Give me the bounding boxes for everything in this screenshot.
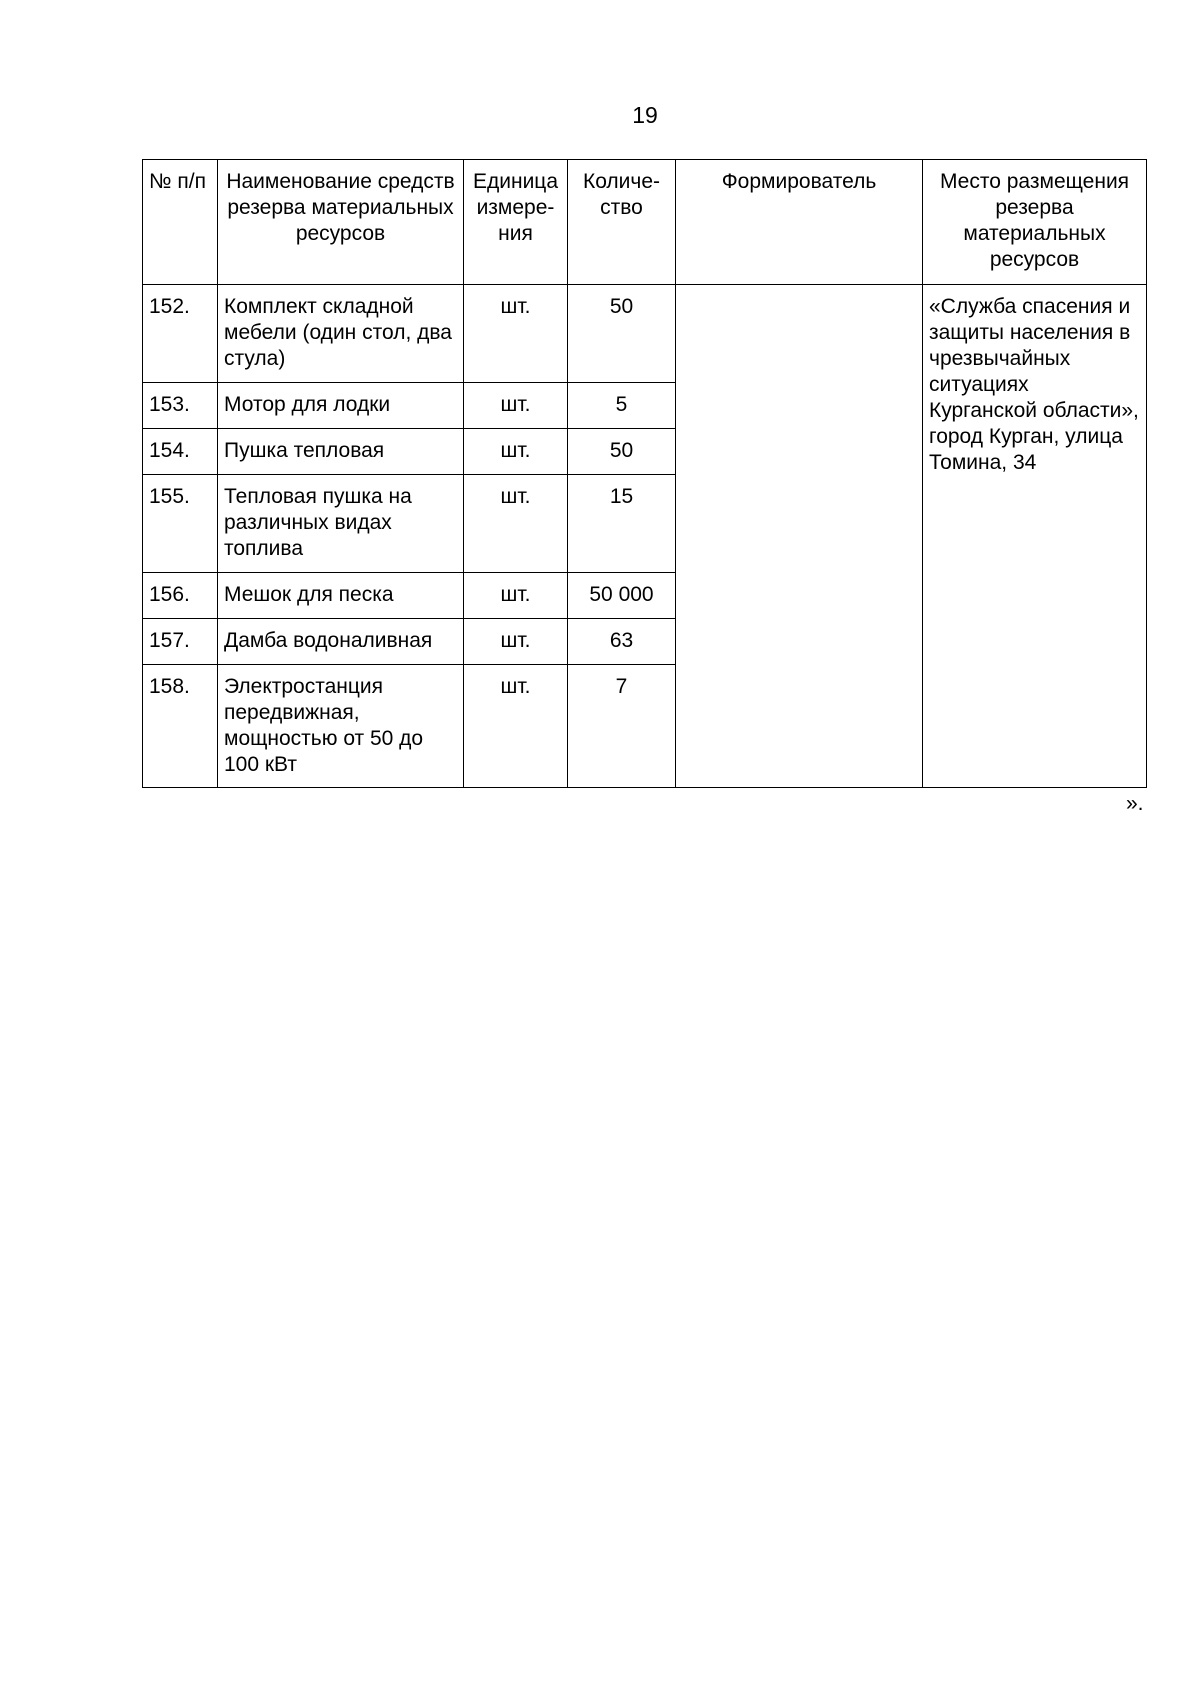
row-unit: шт. (464, 383, 568, 429)
row-qty: 50 000 (568, 573, 676, 619)
row-name: Комплект складной мебели (один стол, два стула) (218, 285, 464, 383)
row-name: Тепловая пушка на различных видах топлива (218, 475, 464, 573)
header-place: Место размещения резерва материальных ресурсов (923, 160, 1147, 285)
row-unit: шт. (464, 619, 568, 665)
row-name: Мотор для лодки (218, 383, 464, 429)
row-qty: 15 (568, 475, 676, 573)
row-qty: 50 (568, 285, 676, 383)
row-qty: 50 (568, 429, 676, 475)
row-num: 154. (143, 429, 218, 475)
row-qty: 7 (568, 665, 676, 788)
row-unit: шт. (464, 285, 568, 383)
former-cell (676, 285, 923, 788)
row-num: 156. (143, 573, 218, 619)
header-unit: Единица измере-ния (464, 160, 568, 285)
row-name: Мешок для песка (218, 573, 464, 619)
row-unit: шт. (464, 429, 568, 475)
row-name: Электростанция передвижная, мощностью от 50 до 100 кВт (218, 665, 464, 788)
row-qty: 5 (568, 383, 676, 429)
row-name: Дамба водоналивная (218, 619, 464, 665)
row-unit: шт. (464, 573, 568, 619)
row-unit: шт. (464, 665, 568, 788)
row-unit: шт. (464, 475, 568, 573)
row-num: 153. (143, 383, 218, 429)
row-qty: 63 (568, 619, 676, 665)
table-row (143, 285, 1147, 383)
header-former: Формирователь (676, 160, 923, 285)
table-header-row (143, 160, 1147, 285)
row-name: Пушка тепловая (218, 429, 464, 475)
closing-quote-mark: ». (1126, 792, 1144, 815)
page-number: 19 (632, 102, 658, 128)
header-num: № п/п (143, 160, 218, 285)
row-num: 158. (143, 665, 218, 788)
row-num: 157. (143, 619, 218, 665)
row-num: 155. (143, 475, 218, 573)
header-qty: Количе-ство (568, 160, 676, 285)
reserve-table (142, 159, 1147, 788)
header-name: Наименование средств резерва материальных ресурсов (218, 160, 464, 285)
row-num: 152. (143, 285, 218, 383)
place-cell: «Служба спасения и защиты населения в чрезвычайных ситуациях Курганской области», город Курган, улица Томина, 34 (923, 285, 1147, 788)
